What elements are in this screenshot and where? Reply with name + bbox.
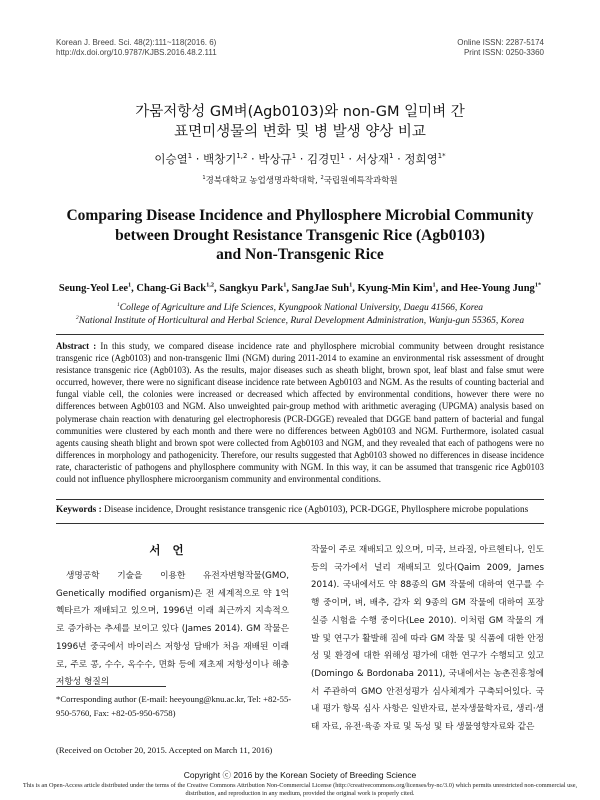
received-date: (Received on October 20, 2015. Accepted on March 11, 2016)	[56, 745, 273, 755]
ko-author-affil: 1*	[437, 152, 446, 161]
keywords-rule	[56, 523, 544, 524]
en-author-affil: 1*	[534, 281, 542, 289]
ko-author: 서상재	[355, 152, 390, 166]
left-column	[56, 542, 289, 692]
korean-title-line-2: 표면미생물의 변화 및 병 발생 양상 비교	[174, 124, 426, 140]
footnote-rule	[56, 686, 166, 687]
affil-mark: 2	[75, 314, 79, 321]
english-authors: Seung-Yeol Lee$^1$, Chang-Gi Back$^{1,2}$, Sangkyu Park$^1$, SangJae Suh$^1$, Kyung-Min Kim$^1$, and Hee-Young Jung$^{1*}$	[58, 281, 542, 294]
abstract-label: Abstract :	[56, 341, 101, 351]
copyright-line: Copyright ⓒ 2016 by the Korean Society of Breeding Science	[183, 770, 417, 780]
en-affil-2	[0, 315, 600, 328]
intro-right-text: 작물이 주로 재배되고 있으며, 미국, 브라질, 아르헨티나, 인도 등의 국가에서 널리 재배되고 있다(Qaim 2009, James 2014). 국내에서도 약 88종의 GM 작물에 대하여 연구를 수행 중이며, 벼, 배추, 감자 외 9종의 GM 작물에 대하여 포장 실증 시험을 수행 중이다(Lee 2010). 이처럼 GM 작물의 개발 및 연구가 활발해 짐에 따라 GM 작물 및 식품에 대한 안정성 및 환경에 대한 위해성 평가에 대한 연구가 수행되고 있고(Domingo & Bordonaba 2011), 국내에서는 농촌진흥청에서 주관하여 GMO 안전성평가 심사체계가 구축되어있다. 국내 평가 항목 심사 사항은 일반자료, 분자생물학자료, 생리·생태 자료, 유전·육종 자료 및 독성 및 타 생물영향자료와 같은	[311, 545, 544, 733]
ko-author-separator: ·	[344, 152, 356, 166]
ko-author-separator: ·	[296, 152, 308, 166]
ko-author-separator: ·	[247, 152, 259, 166]
affil-mark: 1	[116, 301, 120, 308]
korean-title-line-1: 가뭄저항성 GM벼(Agb0103)와 non-GM 일미벼 간	[135, 104, 465, 120]
corresponding-author-note: *Corresponding author (E-mail: heeyoung@knu.ac.kr, Tel: +82-55-950-5760, Fax: +82-05-950-6758)	[56, 694, 292, 718]
ko-author-affil: 1	[187, 152, 193, 161]
license-statement: This is an Open-Access article distributed under the terms of the Creative Commons Attribution Non-Commercial License (http://creativecommons.org/licenses/by-nc/3.0) which permits unrestricted non-commercial use, distribution, and reproduction in any medium, provided the original work is properly cited.	[22, 782, 578, 797]
english-title-line-1: Comparing Disease Incidence and Phyllosphere Microbial Community	[66, 207, 534, 224]
intro-left-text: 생명공학 기술을 이용한 유전자변형작물(GMO, Genetically modified organism)은 전 세계적으로 약 1억 헥타르가 재배되고 있으며, 1996년 이래 최근까지 지속적으로 증가하는 추세를 보이고 있다 (James 2014). GM 작물은 1996년 중국에서 바이러스 저항성 담배가 처음 재배된 이래로, 주로 콩, 수수, 옥수수, 면화 등에 제초제 저항성이나 해충저항성 형질의	[56, 571, 289, 688]
affil-mark: 2	[320, 175, 324, 182]
ko-author: 이승열	[154, 152, 188, 166]
en-author-affil: 1	[283, 281, 287, 289]
en-affil-2-text: National Institute of Horticultural and Herbal Science, Rural Development Administration, Wanju-gun 55365, Korea	[78, 316, 525, 326]
keywords	[56, 505, 544, 515]
ko-author: 정희영	[404, 152, 438, 166]
ko-author-affil: 1	[389, 152, 394, 161]
en-author: Hee-Young Jung	[460, 283, 535, 294]
english-title	[0, 206, 600, 265]
english-title-line-3: and Non-Transgenic Rice	[216, 246, 384, 263]
ko-author: 김경민	[307, 152, 341, 166]
abstract	[56, 340, 544, 485]
english-title-line-2: between Drought Resistance Transgenic Rice (Agb0103)	[115, 226, 485, 244]
korean-authors	[0, 151, 600, 167]
en-author-affil: 1	[349, 281, 353, 289]
en-author-affil: 1	[432, 281, 436, 289]
ko-author-affil: 1	[291, 152, 297, 161]
abstract-top-rule	[56, 334, 544, 335]
affil-mark: 1	[202, 175, 206, 182]
right-column	[311, 542, 544, 737]
ko-affil-2: 국립원예특작과학원	[323, 176, 398, 186]
running-header	[56, 38, 544, 57]
ko-author-affil: 1,2	[236, 152, 248, 161]
ko-author-separator: ·	[192, 152, 204, 166]
section-heading-intro: 서언	[149, 543, 196, 557]
en-author-conjunction: and	[440, 283, 461, 294]
en-author: SangJae Suh	[291, 283, 350, 294]
ko-author-separator: ·	[393, 152, 405, 166]
en-author: Chang-Gi Back	[136, 283, 207, 294]
abstract-bottom-rule	[56, 499, 544, 500]
doi-link[interactable]: http://dx.doi.org/10.9787/KJBS.2016.48.2.111	[56, 48, 217, 57]
ko-author-affil: 1	[340, 152, 345, 161]
ko-affil-1: 경북대학교 농업생명과학대학,	[205, 176, 321, 186]
print-issn: Print ISSN: 0250-3360	[463, 48, 544, 57]
ko-author: 백창기	[203, 152, 237, 166]
en-author-affil: 1	[128, 281, 132, 289]
en-author: Sangkyu Park	[219, 283, 284, 294]
journal-citation: Korean J. Breed. Sci. 48(2):111~118(2016. 6)	[56, 38, 217, 47]
en-affil-1-text: College of Agriculture and Life Sciences, Kyungpook National University, Daegu 41566, Korea	[119, 303, 484, 313]
korean-title	[0, 102, 600, 142]
en-author: Seung-Yeol Lee	[58, 283, 129, 294]
ko-author: 박상규	[258, 152, 292, 166]
abstract-text: In this study, we compared disease incidence rate and phyllosphere microbial community between drought resistance transgenic rice (Agb0103) and non-transgenic Ilmi (NGM) during 2011-2014 to examine an environmental risk assessment of drought resistance transgenic rice (Agb0103). As the results, major diseases such as sheath blight, brown spot, leaf blast and false smut were occurred, however, there were no significant disease incidence rate between Agb0103 and NGM. As the results of counting bacterial and fungal viable cell, the colonies were increased or decreased which affected by environmental conditions, however there were no differences between Agb0103 and NGM. Also unweighted pair-group method with arithmetic averaging (UPGMA) analysis based on polymerase chain reaction with denaturing gel electrophoresis (PCR-DGGE) revealed that DGGE band pattern of bacterial and fungal communities were clustered by each month and there were no differences between Agb0103 and NGM. Furthermore, isolated casual agents causing sheath blight and brown spot were collected from Agb0103 and NGM, and they revealed that each of pathogens were no differences in morphology and pathogenicity. Therefore, our results suggested that Agb0103 showed no differences in disease incidence rate, characteristic of pathogens and phyllosphere community with NGM. In this way, it can be assumed that transgenic rice Agb0103 could not influence phyllosphere microorganism community and environmental conditions.	[56, 341, 544, 485]
korean-affiliations	[0, 174, 600, 186]
en-author-affil: 1,2	[206, 281, 215, 289]
keywords-text: Disease incidence, Drought resistance transgenic rice (Agb0103), PCR-DGGE, Phyllosphere microbe populations	[104, 505, 529, 515]
en-author: Kyung-Min Kim	[357, 283, 433, 294]
en-affil-1	[0, 302, 600, 315]
keywords-label: Keywords :	[56, 505, 105, 515]
online-issn: Online ISSN: 2287-5174	[457, 38, 544, 47]
english-affiliations	[0, 302, 600, 328]
